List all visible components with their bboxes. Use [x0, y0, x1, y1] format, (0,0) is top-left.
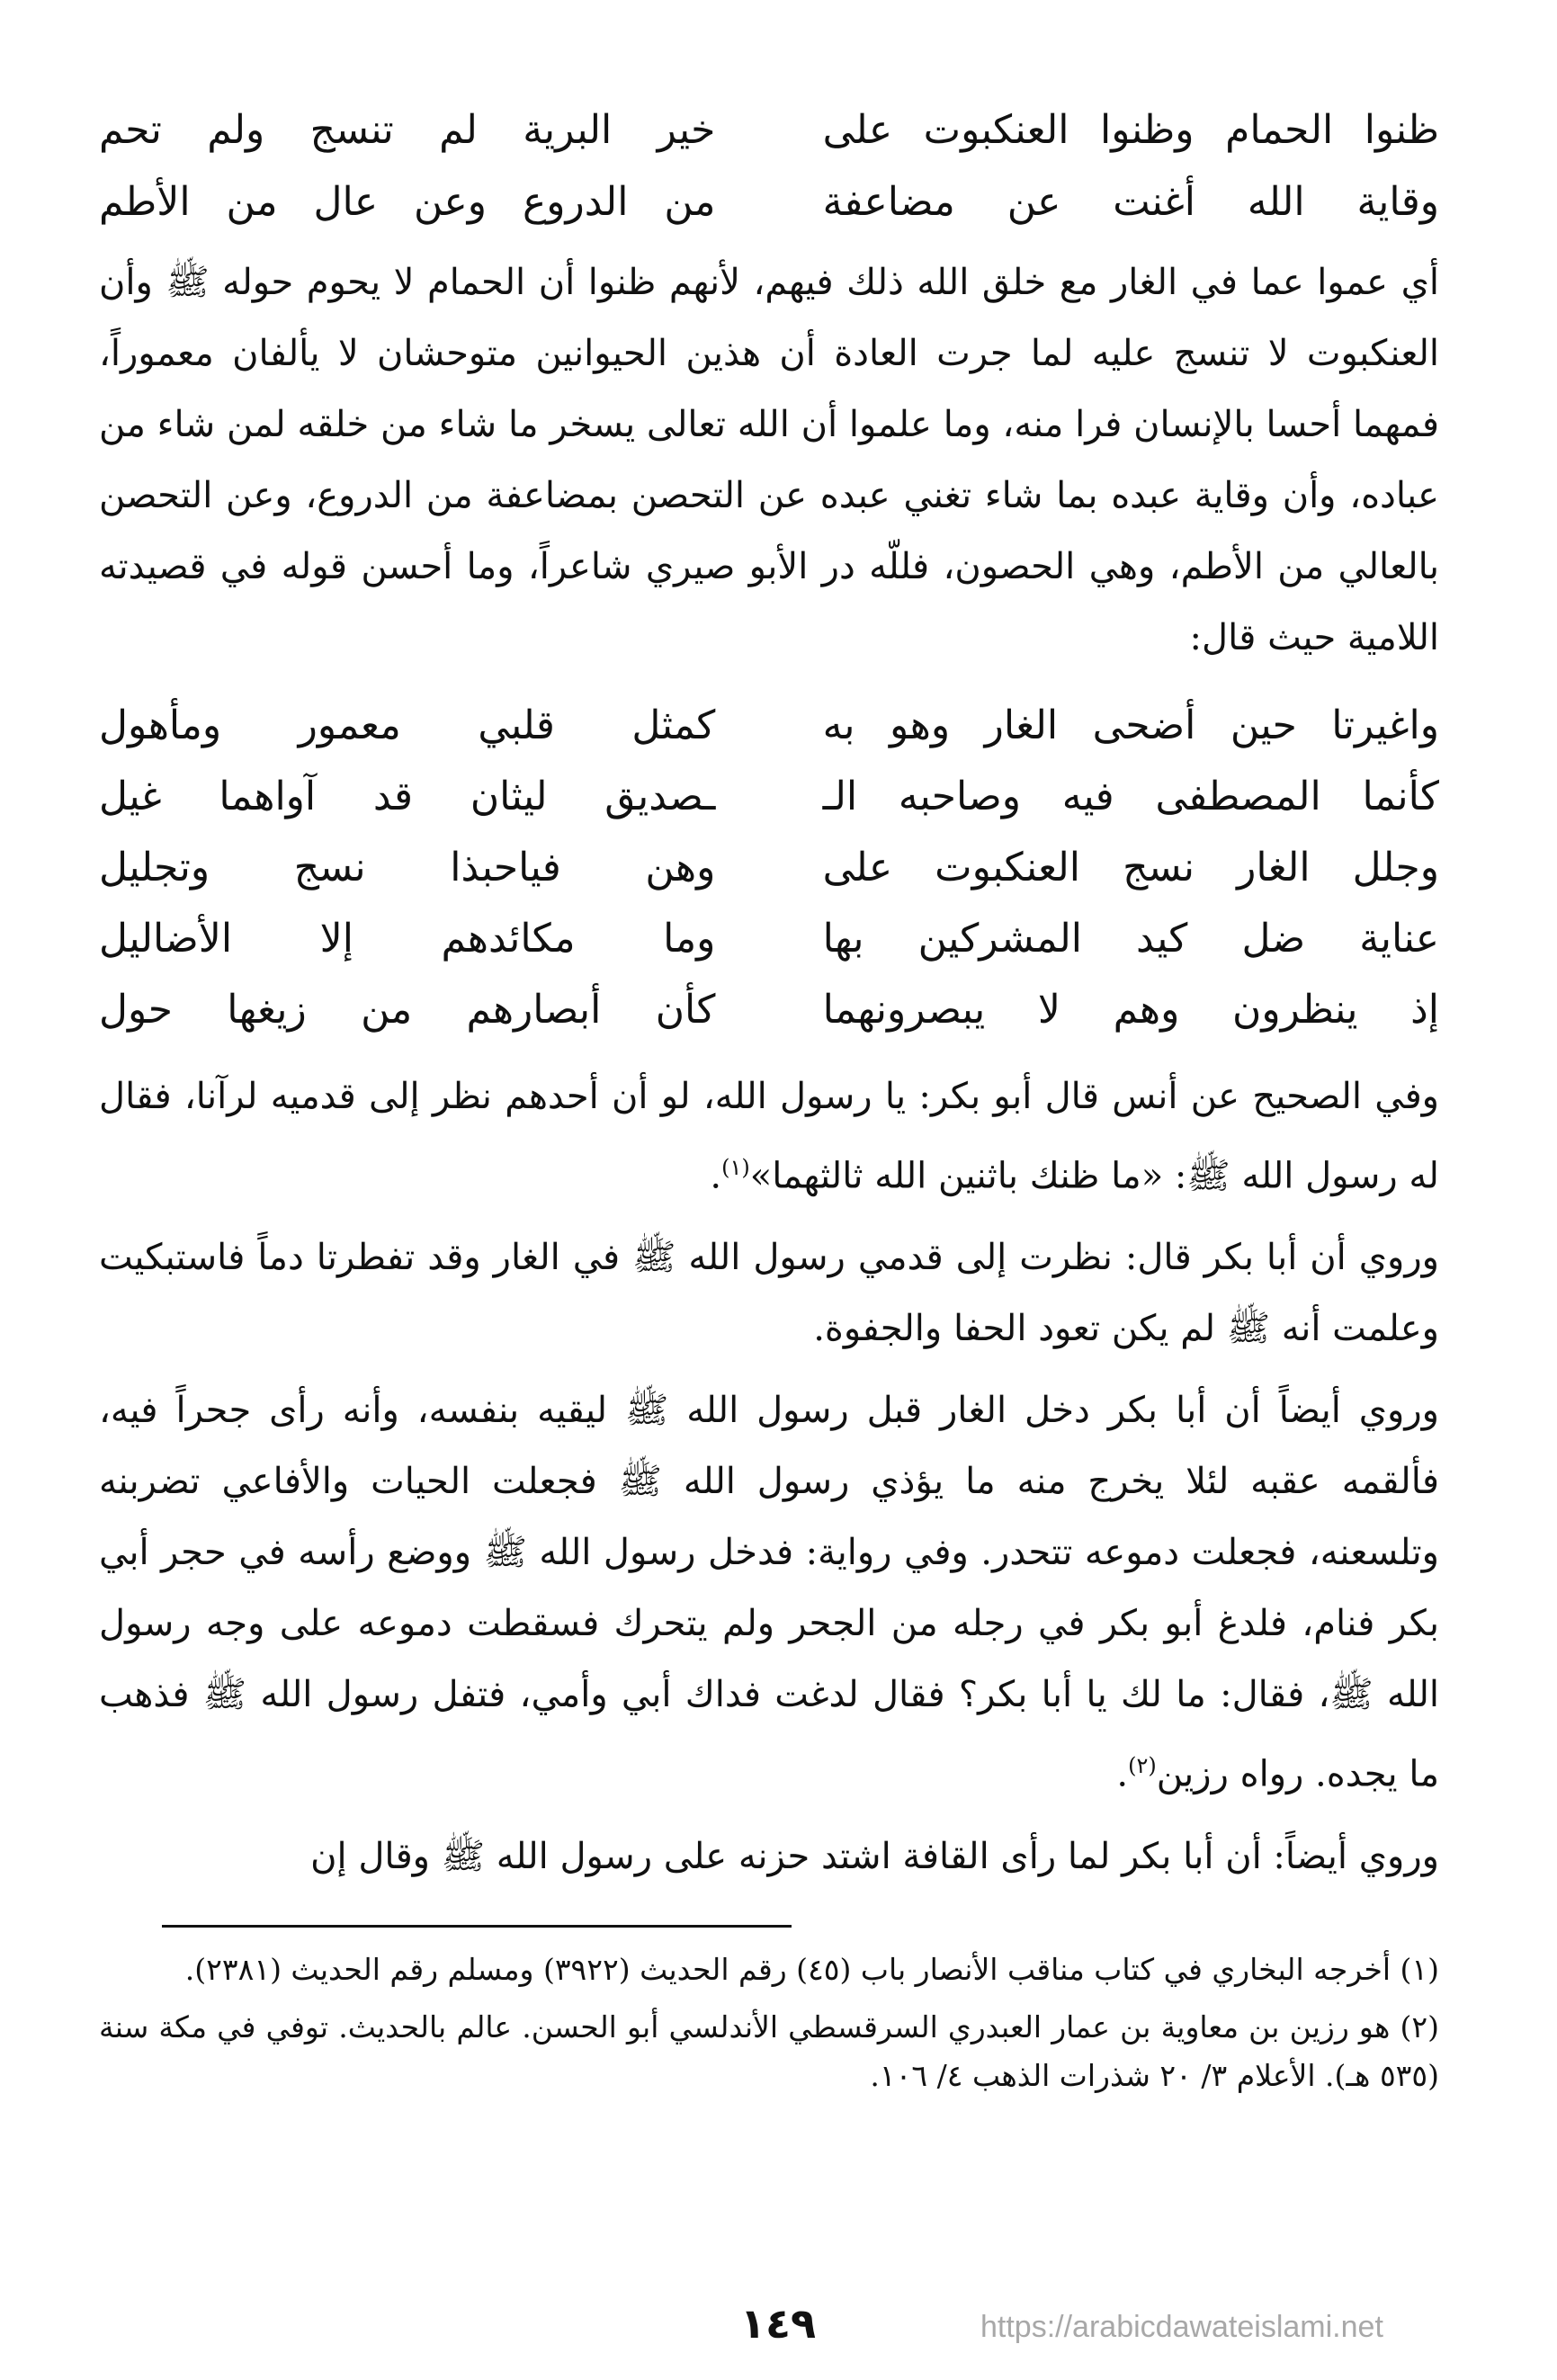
verse-line [99, 974, 1439, 1045]
verse-first-hemistich: كأنما المصطفى فيه وصاحبه الـ [822, 774, 1439, 819]
watermark-url: https://arabicdawateislami.net [980, 2310, 1383, 2344]
page-body [99, 94, 1439, 2109]
footnote-divider [162, 1925, 792, 1928]
verse-line [99, 94, 1439, 166]
verse-second-hemistich: من الدروع وعن عال من الأطم [99, 179, 716, 225]
verse-first-hemistich: عناية ضل كيد المشركين بها [822, 916, 1439, 962]
verse-line [99, 832, 1439, 903]
verse-second-hemistich: خير البرية لم تنسج ولم تحم [99, 107, 716, 153]
paragraph-text: وفي الصحيح عن أنس قال أبو بكر: يا رسول الله، لو أن أحدهم نظر إلى قدميه لرآنا، فقال له رسول الله ﷺ: «ما ظنك باثنين الله ثالثهما» [99, 1076, 1440, 1197]
paragraph-end: . [1116, 1753, 1129, 1795]
poem-verses-top [99, 94, 1439, 238]
verse-second-hemistich: كمثل قلبي معمور ومأهول [99, 702, 716, 748]
paragraph-explanation: أي عموا عما في الغار مع خلق الله ذلك فيهم، لأنهم ظنوا أن الحمام لا يحوم حوله ﷺ وأن العنكبوت لا تنسج عليه لما جرت العادة أن هذين الحيوانين متوحشان لا يألفان معموراً، فمهما أحسا بالإنسان فرا منه، وما علموا أن الله تعالى يسخر ما شاء من خلقه لمن شاء من عباده، وأن وقاية عبده بما شاء تغني عبده عن التحصن بمضاعفة من الدروع، وعن التحصن بالعالي من الأطم، وهي الحصون، فللّه در الأبو صيري شاعراً، وما أحسن قوله في قصيدته اللامية حيث قال: [99, 262, 1439, 658]
paragraph-text: وروي أيضاً أن أبا بكر دخل الغار قبل رسول الله ﷺ ليقيه بنفسه، وأنه رأى جحراً فيه، فألقمه عقبه لئلا يخرج منه ما يؤذي رسول الله ﷺ فجعلت الحيات والأفاعي تضربنه وتلسعنه، فجعلت دموعه تتحدر. وفي رواية: فدخل رسول الله ﷺ ووضع رأسه في حجر أبي بكر فنام، فلدغ أبو بكر في رجله من الجحر ولم يتحرك فسقطت دموعه على وجه رسول الله ﷺ، فقال: ما لك يا أبا بكر؟ فقال لدغت فداك أبي وأمي، فتفل رسول الله ﷺ فذهب ما يجده. رواه رزين [99, 1390, 1439, 1795]
verse-second-hemistich: ـصديق ليثان قد آواهما غيل [99, 774, 716, 819]
verse-first-hemistich: ظنوا الحمام وظنوا العنكبوت على [822, 107, 1439, 153]
verse-first-hemistich: وقاية الله أغنت عن مضاعفة [822, 179, 1439, 225]
paragraph-cave-entry [99, 1375, 1439, 1810]
paragraph-end: . [710, 1155, 722, 1197]
footnote-ref: (١) [721, 1155, 750, 1180]
verse-first-hemistich: وجلل الغار نسج العنكبوت على [822, 845, 1439, 890]
footnote-2: (٢) هو رزين بن معاوية بن عمار العبدري السرقسطي الأندلسي أبو الحسن. عالم بالحديث. توفي في مكة سنة (٥٣٥ هـ). الأعلام ٣/ ٢٠ شذرات الذهب ٤/ ١٠٦. [99, 2009, 1439, 2093]
paragraph-trackers: وروي أيضاً: أن أبا بكر لما رأى القافة اشتد حزنه على رسول الله ﷺ وقال إن [310, 1835, 1439, 1877]
paragraph-feet: وروي أن أبا بكر قال: نظرت إلى قدمي رسول الله ﷺ في الغار وقد تفطرتا دماً فاستبكيت وعلمت أنه ﷺ لم يكن تعود الحفا والجفوة. [99, 1237, 1439, 1350]
verse-line [99, 166, 1439, 238]
verse-line [99, 690, 1439, 761]
verse-second-hemistich: وهن فياحبذا نسج وتجليل [99, 845, 716, 890]
footnote-ref: (٢) [1128, 1753, 1157, 1779]
page-number: ١٤٩ [739, 2299, 817, 2348]
verse-first-hemistich: إذ ينظرون وهم لا يبصرونهما [822, 987, 1439, 1033]
verse-second-hemistich: وما مكائدهم إلا الأضاليل [99, 916, 716, 962]
footnote-1: (١) أخرجه البخاري في كتاب مناقب الأنصار باب (٤٥) رقم الحديث (٣٩٢٢) ومسلم رقم الحديث (٢٣٨١). [184, 1951, 1439, 1987]
poem-verses-lamiyya [99, 690, 1439, 1045]
verse-line [99, 903, 1439, 974]
paragraph-anas-hadith [99, 1061, 1439, 1212]
verse-second-hemistich: كأن أبصارهم من زيغها حول [99, 987, 716, 1033]
verse-first-hemistich: واغيرتا حين أضحى الغار وهو به [822, 702, 1439, 748]
verse-line [99, 761, 1439, 832]
